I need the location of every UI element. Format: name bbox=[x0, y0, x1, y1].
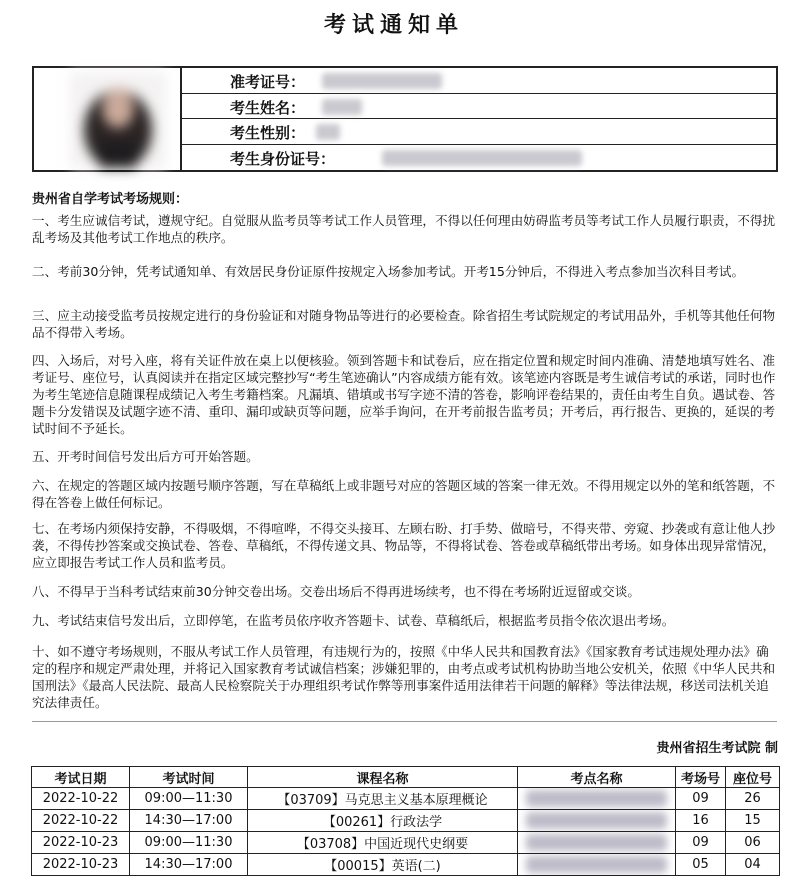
divider bbox=[32, 721, 777, 722]
exam-time: 14:30—17:00 bbox=[130, 854, 248, 876]
rule-item: 四、入场后，对号入座，将有关证件放在桌上以便核验。领到答题卡和试卷后，应在指定位置和规定时间内准确、清楚地填写姓名、准考证号、座位号，认真阅读并在指定区域完整抄写“考生笔迹确认”内容成绩方能有效。该笔迹内容既是考生诚信考试的承诺，同时也作为考生笔迹信息随课程成绩记入考生考籍档案。凡漏填、错填或书写字迹不清的答卷，影响评卷结果的，责任由考生自负。遇试卷、答题卡分发错误及试题字迹不清、重印、漏印或缺页等问题，应举手询问，在开考前报告监考员；开考后，再行报告、更换的，延误的考试时间不予延长。 bbox=[32, 353, 776, 436]
rule-item: 十、如不遵守考场规则，不服从考试工作人员管理，有违规行为的，按照《中华人民共和国教育法》《国家教育考试违规处理办法》确定的程序和规定严肃处理，并将记入国家教育考试诚信档案；涉嫌犯罪的，由考点或考试机构协助当地公安机关，依照《中华人民共和国刑法》《最高人民法院、最高人民检察院关于办理组织考试作弊等刑事案件适用法律若干问题的解释》等法律法规，移送司法机关追究法律责任。 bbox=[32, 644, 776, 710]
table-row bbox=[32, 810, 780, 832]
admission-number-row bbox=[182, 68, 776, 94]
venue-name-redacted bbox=[518, 810, 676, 832]
exam-schedule-table bbox=[31, 766, 780, 876]
course-name: 【03709】马克思主义基本原理概论 bbox=[248, 788, 518, 810]
column-header: 考试日期 bbox=[32, 767, 130, 788]
course-name: 【00015】英语(二) bbox=[248, 854, 518, 876]
redacted-value bbox=[382, 150, 582, 166]
redacted-value bbox=[322, 99, 362, 115]
rule-item: 一、考生应诚信考试，遵规守纪。自觉服从监考员等考试工作人员管理，不得以任何理由妨碍监考员等考试工作人员履行职责，不得扰乱考场及其他考试工作地点的秩序。 bbox=[32, 213, 776, 245]
rule-item: 八、不得早于当科考试结束前30分钟交卷出场。交卷出场后不得再进场续考，也不得在考场附近逗留或交谈。 bbox=[32, 584, 640, 599]
exam-date: 2022-10-22 bbox=[32, 788, 130, 810]
column-header: 考场号 bbox=[676, 767, 726, 788]
room-number: 09 bbox=[676, 788, 726, 810]
room-number: 16 bbox=[676, 810, 726, 832]
id-number-row bbox=[182, 145, 776, 171]
gender-row bbox=[182, 119, 776, 145]
rule-item: 九、考试结束信号发出后，立即停笔，在监考员依序收齐答题卡、试卷、草稿纸后，根据监考员指令依次退出考场。 bbox=[32, 613, 675, 628]
issuer-signature: 贵州省招生考试院 制 bbox=[656, 741, 778, 756]
room-number: 05 bbox=[676, 854, 726, 876]
room-number: 09 bbox=[676, 832, 726, 854]
seat-number: 06 bbox=[726, 832, 780, 854]
seat-number: 26 bbox=[726, 788, 780, 810]
exam-date: 2022-10-22 bbox=[32, 810, 130, 832]
name-row bbox=[182, 94, 776, 120]
seat-number: 15 bbox=[726, 810, 780, 832]
column-header: 课程名称 bbox=[248, 767, 518, 788]
rule-item: 七、在考场内须保持安静，不得吸烟，不得喧哗，不得交头接耳、左顾右盼、打手势、做暗号，不得夹带、旁窥、抄袭或有意让他人抄袭，不得传抄答案或交换试卷、答卷、草稿纸，不得传递文具、物品等，不得将试卷、答卷或草稿纸带出考场。如身体出现异常情况，应立即报告考试工作人员和监考员。 bbox=[32, 521, 776, 570]
rule-item: 六、在规定的答题区域内按题号顺序答题，写在草稿纸上或非题号对应的答题区域的答案一律无效。不得用规定以外的笔和纸答题，不得在答卷上做任何标记。 bbox=[32, 478, 776, 510]
redacted-value bbox=[322, 73, 442, 89]
course-name: 【00261】行政法学 bbox=[248, 810, 518, 832]
rule-item: 二、考前30分钟，凭考试通知单、有效居民身份证原件按规定入场参加考试。开考15分钟后，不得进入考点参加当次科目考试。 bbox=[32, 264, 745, 279]
rules-heading: 贵州省自学考试考场规则： bbox=[32, 192, 189, 207]
exam-time: 09:00—11:30 bbox=[130, 832, 248, 854]
exam-time: 14:30—17:00 bbox=[130, 810, 248, 832]
column-header: 座位号 bbox=[726, 767, 780, 788]
venue-name-redacted bbox=[518, 854, 676, 876]
rule-item: 五、开考时间信号发出后方可开始答题。 bbox=[32, 449, 259, 464]
candidate-photo bbox=[34, 68, 182, 170]
candidate-fields bbox=[182, 68, 776, 170]
redacted-value bbox=[316, 124, 340, 140]
table-header-row bbox=[32, 767, 780, 788]
page-title: 考试通知单 bbox=[323, 13, 464, 38]
table-row bbox=[32, 788, 780, 810]
rule-item: 三、应主动接受监考员按规定进行的身份验证和对随身物品等进行的必要检查。除省招生考试院规定的考试用品外，手机等其他任何物品不得带入考场。 bbox=[32, 308, 776, 340]
field-label: 准考证号： bbox=[230, 73, 306, 91]
field-label: 考生身份证号： bbox=[230, 149, 336, 168]
candidate-info-box bbox=[32, 66, 778, 172]
exam-date: 2022-10-23 bbox=[32, 832, 130, 854]
table-row bbox=[32, 832, 780, 854]
exam-date: 2022-10-23 bbox=[32, 854, 130, 876]
venue-name-redacted bbox=[518, 832, 676, 854]
exam-time: 09:00—11:30 bbox=[130, 788, 248, 810]
venue-name-redacted bbox=[518, 788, 676, 810]
course-name: 【03708】中国近现代史纲要 bbox=[248, 832, 518, 854]
field-label: 考生性别： bbox=[230, 124, 306, 142]
column-header: 考点名称 bbox=[518, 767, 676, 788]
seat-number: 04 bbox=[726, 854, 780, 876]
field-label: 考生姓名： bbox=[230, 98, 306, 117]
column-header: 考试时间 bbox=[130, 767, 248, 788]
table-row bbox=[32, 854, 780, 876]
photo-image bbox=[70, 72, 166, 168]
